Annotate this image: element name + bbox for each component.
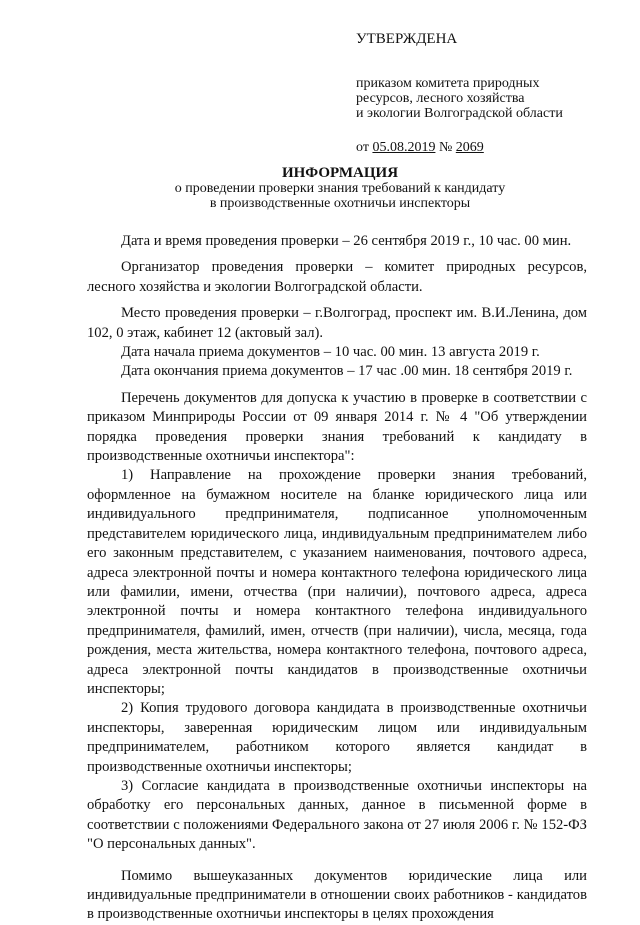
order-number-sign: № [438, 140, 453, 155]
paragraph-intake-start: Дата начала приема документов – 10 час. 00 мин. 13 августа 2019 г. [121, 344, 540, 361]
paragraph-document-list: Перечень документов для допуска к участию в проверке в соответствии с приказом Минприроды России от 09 января 2014 г. № 4 "Об утверждении порядка проведения проверки знания требований к кандидату в производственные охотничьи инспектора": [87, 389, 587, 465]
paragraph-intake-end: Дата окончания приема документов – 17 час .00 мин. 18 сентября 2019 г. [121, 363, 573, 380]
approval-stamp [356, 30, 606, 156]
approval-title: УТВЕРЖДЕНА [356, 31, 458, 47]
list-item-referral: 1) Направление на прохождение проверки знания требований, оформленное на бумажном носителе на бланке юридического лица или индивидуального предпринимателя, подписанное уполномоченным представителем юридического лица, индивидуальным предпринимателем либо его законным представителем, с указанием наименования, почтового адреса, адреса электронной почты и номера контактного телефона юридического лица или фамилии, имени, отчества (при наличии), почтового адреса, адреса электронной почты и номера контактного телефона индивидуального предпринимателя, фамилий, имен, отчеств (при наличии), числа, месяца, года рождения, места жительства, номера контактного телефона, почтового адреса, адреса электронной почты кандидатов в производственные охотничьи инспекторы; [87, 467, 587, 697]
approved-by-block [356, 76, 606, 121]
list-item-consent: 3) Согласие кандидата в производственные охотничьи инспекторы на обработку его персональных данных, данное в письменной форме в соответствии с положениями Федерального закона от 27 июля 2006 г. № 152-ФЗ "О персональных данных". [87, 777, 587, 853]
order-number: 2069 [455, 140, 484, 155]
approved-by-line: и экологии Волгоградской области [356, 106, 563, 121]
paragraph-location: Место проведения проверки – г.Волгоград, проспект им. В.И.Ленина, дом 102, 0 этаж, кабинет 12 (актовый зал). [87, 305, 587, 341]
document-title: ИНФОРМАЦИЯ [281, 165, 399, 181]
approved-by-line: приказом комитета природных [356, 76, 540, 91]
document-subtitle-line: о проведении проверки знания требований к кандидату [174, 181, 506, 196]
paragraph-organizer: Организатор проведения проверки – комитет природных ресурсов, лесного хозяйства и экологии Волгоградской области. [87, 259, 587, 295]
order-reference [356, 140, 606, 156]
order-prefix: от [356, 140, 369, 155]
order-date: 05.08.2019 [372, 140, 436, 155]
document-heading [150, 165, 530, 211]
approved-by-line: ресурсов, лесного хозяйства [356, 91, 525, 106]
paragraph-datetime: Дата и время проведения проверки – 26 сентября 2019 г., 10 час. 00 мин. [121, 233, 572, 249]
paragraph-additional: Помимо вышеуказанных документов юридические лица или индивидуальные предприниматели в отношении своих работников - кандидатов в производственные охотничьи инспекторы в целях прохождения [87, 867, 587, 923]
document-subtitle-line: в производственные охотничьи инспекторы [209, 196, 471, 211]
list-item-contract-copy: 2) Копия трудового договора кандидата в производственные охотничьи инспекторы, заверенная юридическим лицом или индивидуальным предпринимателем, работником которого является кандидат в производственные охотничьи инспекторы; [87, 700, 587, 775]
document-body [87, 232, 587, 925]
